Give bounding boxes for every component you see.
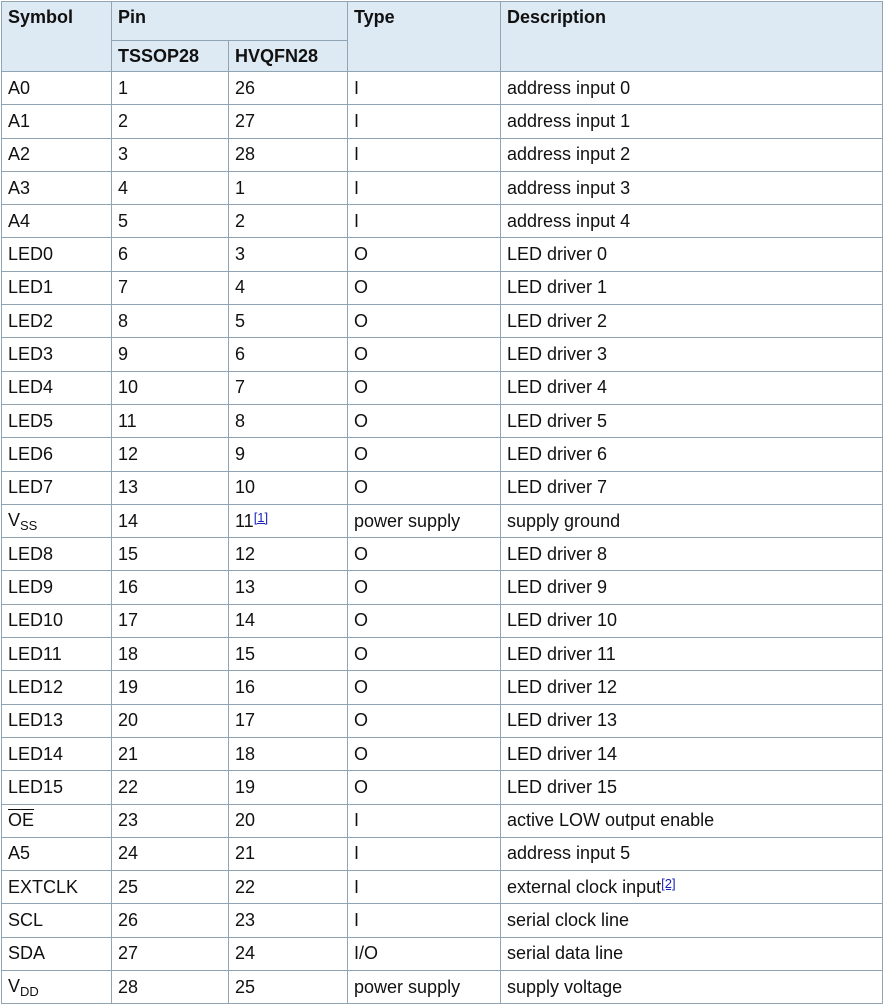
description-text: LED driver 1	[507, 277, 608, 298]
cell-pin-tssop28: 7	[112, 271, 229, 304]
table-row	[2, 571, 883, 604]
description-text: supply voltage	[507, 976, 623, 997]
cell-symbol	[2, 338, 112, 371]
pin-hvqfn28-text: 2	[235, 210, 246, 231]
cell-type: O	[348, 438, 501, 471]
pin-hvqfn28-text: 4	[235, 277, 246, 298]
table-row	[2, 538, 883, 571]
cell-description	[501, 804, 883, 837]
cell-pin-tssop28: 14	[112, 504, 229, 537]
description-text: LED driver 2	[507, 310, 608, 331]
cell-type: O	[348, 571, 501, 604]
pin-hvqfn28-text: 23	[235, 910, 256, 931]
header-pin: Pin	[112, 2, 348, 41]
table-row	[2, 338, 883, 371]
footnote-link[interactable]: [2]	[661, 876, 676, 892]
description-text: address input 0	[507, 77, 631, 98]
symbol-text: LED15	[8, 776, 64, 797]
pin-hvqfn28-text: 21	[235, 843, 256, 864]
cell-pin-hvqfn28	[229, 837, 348, 870]
cell-description	[501, 72, 883, 105]
pin-hvqfn28-text: 11	[235, 511, 254, 531]
cell-description	[501, 105, 883, 138]
symbol-text: EXTCLK	[8, 876, 79, 897]
table-row	[2, 704, 883, 737]
cell-pin-tssop28: 26	[112, 904, 229, 937]
cell-description	[501, 704, 883, 737]
pin-description-table	[1, 1, 883, 1004]
cell-description	[501, 837, 883, 870]
cell-pin-hvqfn28	[229, 804, 348, 837]
description-text: LED driver 15	[507, 776, 618, 797]
cell-symbol	[2, 504, 112, 537]
table-row	[2, 305, 883, 338]
symbol-text: LED9	[8, 577, 54, 598]
cell-type: I	[348, 105, 501, 138]
cell-description	[501, 338, 883, 371]
cell-type: I	[348, 72, 501, 105]
cell-symbol	[2, 271, 112, 304]
cell-pin-tssop28: 28	[112, 971, 229, 1004]
table-row	[2, 937, 883, 970]
symbol-text: LED1	[8, 277, 54, 298]
cell-pin-hvqfn28	[229, 404, 348, 437]
pin-hvqfn28-text: 15	[235, 643, 256, 664]
pin-hvqfn28-text: 7	[235, 377, 246, 398]
cell-description	[501, 271, 883, 304]
cell-symbol	[2, 538, 112, 571]
cell-symbol	[2, 904, 112, 937]
table-row	[2, 438, 883, 471]
symbol-text: A1	[8, 110, 31, 131]
pin-hvqfn28-text: 22	[235, 876, 256, 897]
cell-description	[501, 971, 883, 1004]
table-row	[2, 471, 883, 504]
table-row	[2, 771, 883, 804]
symbol-text: A4	[8, 210, 31, 231]
description-text: LED driver 11	[507, 643, 616, 664]
header-type: Type	[348, 2, 501, 72]
cell-pin-hvqfn28	[229, 438, 348, 471]
symbol-text: A3	[8, 177, 31, 198]
cell-symbol	[2, 72, 112, 105]
symbol-text: LED10	[8, 610, 64, 631]
description-text: address input 5	[507, 843, 631, 864]
cell-symbol	[2, 937, 112, 970]
cell-symbol	[2, 105, 112, 138]
table-header	[2, 2, 883, 72]
description-text: LED driver 14	[507, 743, 618, 764]
cell-symbol	[2, 404, 112, 437]
cell-pin-tssop28: 8	[112, 305, 229, 338]
cell-pin-tssop28: 12	[112, 438, 229, 471]
pin-hvqfn28-text: 6	[235, 344, 246, 365]
pin-hvqfn28-text: 1	[235, 177, 246, 198]
cell-pin-hvqfn28	[229, 704, 348, 737]
description-text: LED driver 10	[507, 610, 618, 631]
table-row	[2, 638, 883, 671]
cell-pin-hvqfn28	[229, 371, 348, 404]
cell-pin-hvqfn28	[229, 471, 348, 504]
cell-description	[501, 138, 883, 171]
cell-pin-tssop28: 9	[112, 338, 229, 371]
table-row	[2, 238, 883, 271]
cell-type: I	[348, 138, 501, 171]
symbol-text: A0	[8, 77, 31, 98]
description-text: LED driver 6	[507, 443, 608, 464]
cell-pin-hvqfn28	[229, 638, 348, 671]
cell-symbol	[2, 804, 112, 837]
cell-pin-hvqfn28	[229, 271, 348, 304]
cell-pin-tssop28: 13	[112, 471, 229, 504]
cell-pin-hvqfn28	[229, 238, 348, 271]
table-row	[2, 737, 883, 770]
cell-pin-hvqfn28	[229, 338, 348, 371]
description-text: LED driver 9	[507, 577, 608, 598]
cell-type: O	[348, 538, 501, 571]
description-text: active LOW output enable	[507, 810, 715, 831]
cell-type: I	[348, 171, 501, 204]
cell-pin-hvqfn28	[229, 937, 348, 970]
cell-type: I	[348, 871, 501, 904]
pin-hvqfn28-text: 5	[235, 310, 246, 331]
symbol-text: LED4	[8, 377, 54, 398]
cell-type: O	[348, 471, 501, 504]
cell-description	[501, 205, 883, 238]
cell-type: O	[348, 604, 501, 637]
cell-pin-tssop28: 27	[112, 937, 229, 970]
table-row	[2, 171, 883, 204]
cell-type: O	[348, 238, 501, 271]
cell-type: O	[348, 638, 501, 671]
table-body	[2, 72, 883, 1004]
cell-pin-tssop28: 18	[112, 638, 229, 671]
cell-type: I	[348, 904, 501, 937]
cell-symbol	[2, 971, 112, 1004]
cell-description	[501, 371, 883, 404]
cell-pin-tssop28: 25	[112, 871, 229, 904]
cell-pin-tssop28: 24	[112, 837, 229, 870]
cell-type: I/O	[348, 937, 501, 970]
pin-hvqfn28-text: 28	[235, 144, 256, 165]
description-text: LED driver 12	[507, 676, 618, 697]
cell-type: power supply	[348, 504, 501, 537]
table-row	[2, 604, 883, 637]
cell-pin-tssop28: 10	[112, 371, 229, 404]
cell-symbol	[2, 704, 112, 737]
cell-pin-tssop28: 21	[112, 737, 229, 770]
cell-symbol	[2, 871, 112, 904]
cell-description	[501, 737, 883, 770]
cell-pin-hvqfn28	[229, 771, 348, 804]
cell-type: O	[348, 737, 501, 770]
cell-description	[501, 937, 883, 970]
cell-description	[501, 638, 883, 671]
cell-symbol	[2, 837, 112, 870]
cell-description	[501, 871, 883, 904]
cell-pin-tssop28: 5	[112, 205, 229, 238]
footnote-link[interactable]: [1]	[253, 510, 269, 525]
cell-symbol	[2, 438, 112, 471]
cell-type: O	[348, 704, 501, 737]
symbol-text: LED8	[8, 543, 54, 564]
cell-symbol	[2, 205, 112, 238]
cell-pin-hvqfn28	[229, 737, 348, 770]
cell-description	[501, 571, 883, 604]
table-row	[2, 105, 883, 138]
cell-symbol	[2, 171, 112, 204]
pin-hvqfn28-text: 17	[235, 710, 256, 731]
description-text: address input 2	[507, 144, 631, 165]
symbol-text: A5	[8, 843, 31, 864]
description-text: LED driver 3	[507, 344, 608, 365]
symbol-text: V	[8, 509, 21, 530]
pin-hvqfn28-text: 19	[235, 776, 256, 797]
description-text: address input 4	[507, 210, 631, 231]
cell-pin-tssop28: 3	[112, 138, 229, 171]
cell-symbol	[2, 671, 112, 704]
header-symbol: Symbol	[2, 2, 112, 72]
table-row	[2, 404, 883, 437]
table-row	[2, 971, 883, 1004]
cell-pin-hvqfn28	[229, 971, 348, 1004]
symbol-text: LED12	[8, 676, 64, 697]
cell-description	[501, 238, 883, 271]
pin-hvqfn28-text: 20	[235, 810, 256, 831]
pin-hvqfn28-text: 25	[235, 976, 256, 997]
symbol-text: LED14	[8, 743, 64, 764]
cell-type: I	[348, 804, 501, 837]
cell-description	[501, 438, 883, 471]
description-text: LED driver 0	[507, 244, 608, 265]
cell-type: I	[348, 205, 501, 238]
cell-pin-hvqfn28	[229, 205, 348, 238]
cell-pin-hvqfn28	[229, 538, 348, 571]
cell-type: O	[348, 404, 501, 437]
symbol-text: V	[8, 975, 21, 996]
cell-type: I	[348, 837, 501, 870]
symbol-text: LED6	[8, 443, 54, 464]
cell-description	[501, 904, 883, 937]
cell-pin-hvqfn28	[229, 671, 348, 704]
cell-pin-hvqfn28	[229, 504, 348, 537]
description-text: LED driver 13	[507, 710, 618, 731]
header-pin-tssop28: TSSOP28	[112, 41, 229, 72]
symbol-text: LED13	[8, 710, 64, 731]
symbol-text: SDA	[8, 943, 46, 964]
cell-pin-tssop28: 1	[112, 72, 229, 105]
cell-pin-hvqfn28	[229, 138, 348, 171]
pin-hvqfn28-text: 12	[235, 543, 256, 564]
cell-description	[501, 305, 883, 338]
table-row	[2, 138, 883, 171]
pin-hvqfn28-text: 3	[235, 244, 246, 265]
cell-symbol	[2, 771, 112, 804]
description-text: address input 3	[507, 177, 631, 198]
cell-type: O	[348, 771, 501, 804]
description-text: LED driver 4	[507, 377, 608, 398]
description-text: serial data line	[507, 943, 624, 964]
symbol-text: $\overline{OE}$	[8, 810, 35, 831]
cell-type: O	[348, 338, 501, 371]
pin-hvqfn28-text: 10	[235, 477, 256, 498]
cell-description	[501, 538, 883, 571]
cell-pin-hvqfn28	[229, 571, 348, 604]
cell-symbol	[2, 638, 112, 671]
cell-symbol	[2, 604, 112, 637]
symbol-text: LED3	[8, 344, 54, 365]
description-text: supply ground	[507, 510, 621, 531]
cell-type: O	[348, 671, 501, 704]
cell-symbol	[2, 371, 112, 404]
cell-pin-hvqfn28	[229, 72, 348, 105]
description-text: address input 1	[507, 110, 631, 131]
cell-description	[501, 771, 883, 804]
header-pin-hvqfn28: HVQFN28	[229, 41, 348, 72]
table-row	[2, 804, 883, 837]
pin-hvqfn28-text: 9	[235, 443, 246, 464]
symbol-text: SCL	[8, 910, 44, 931]
table-row	[2, 904, 883, 937]
cell-pin-tssop28: 22	[112, 771, 229, 804]
cell-pin-tssop28: 2	[112, 105, 229, 138]
pin-hvqfn28-text: 18	[235, 743, 256, 764]
cell-type: O	[348, 371, 501, 404]
table-row	[2, 504, 883, 537]
cell-pin-tssop28: 6	[112, 238, 229, 271]
symbol-text: LED2	[8, 310, 54, 331]
header-description: Description	[501, 2, 883, 72]
description-text: LED driver 7	[507, 477, 608, 498]
description-text: LED driver 8	[507, 543, 608, 564]
symbol-subscript: DD	[20, 983, 39, 999]
cell-pin-tssop28: 4	[112, 171, 229, 204]
cell-pin-hvqfn28	[229, 604, 348, 637]
cell-symbol	[2, 571, 112, 604]
cell-symbol	[2, 305, 112, 338]
cell-pin-tssop28: 15	[112, 538, 229, 571]
cell-pin-tssop28: 16	[112, 571, 229, 604]
cell-pin-hvqfn28	[229, 105, 348, 138]
cell-symbol	[2, 737, 112, 770]
symbol-subscript: SS	[20, 517, 38, 533]
table-row	[2, 671, 883, 704]
cell-pin-hvqfn28	[229, 871, 348, 904]
symbol-text: A2	[8, 144, 31, 165]
cell-symbol	[2, 238, 112, 271]
pin-hvqfn28-text: 16	[235, 676, 256, 697]
cell-description	[501, 471, 883, 504]
cell-description	[501, 671, 883, 704]
symbol-text: LED11	[8, 643, 62, 664]
description-text: LED driver 5	[507, 410, 608, 431]
cell-symbol	[2, 138, 112, 171]
pin-hvqfn28-text: 27	[235, 110, 256, 131]
cell-description	[501, 171, 883, 204]
cell-type: O	[348, 305, 501, 338]
cell-pin-hvqfn28	[229, 904, 348, 937]
cell-description	[501, 504, 883, 537]
cell-symbol	[2, 471, 112, 504]
cell-pin-tssop28: 11	[112, 404, 229, 437]
pin-hvqfn28-text: 26	[235, 77, 256, 98]
symbol-text: LED5	[8, 410, 54, 431]
table-row	[2, 871, 883, 904]
cell-pin-hvqfn28	[229, 305, 348, 338]
table-row	[2, 72, 883, 105]
table-row	[2, 371, 883, 404]
table-row	[2, 271, 883, 304]
pin-hvqfn28-text: 24	[235, 943, 256, 964]
pin-hvqfn28-text: 14	[235, 610, 256, 631]
symbol-text: LED7	[8, 477, 54, 498]
cell-description	[501, 604, 883, 637]
cell-type: O	[348, 271, 501, 304]
cell-type: power supply	[348, 971, 501, 1004]
symbol-text: LED0	[8, 244, 54, 265]
cell-pin-tssop28: 23	[112, 804, 229, 837]
description-text: serial clock line	[507, 910, 630, 931]
cell-description	[501, 404, 883, 437]
cell-pin-tssop28: 17	[112, 604, 229, 637]
cell-pin-tssop28: 19	[112, 671, 229, 704]
cell-pin-hvqfn28	[229, 171, 348, 204]
description-text: external clock input	[507, 877, 662, 898]
table-row	[2, 205, 883, 238]
pin-hvqfn28-text: 13	[235, 577, 256, 598]
table-row	[2, 837, 883, 870]
cell-pin-tssop28: 20	[112, 704, 229, 737]
pin-hvqfn28-text: 8	[235, 410, 246, 431]
